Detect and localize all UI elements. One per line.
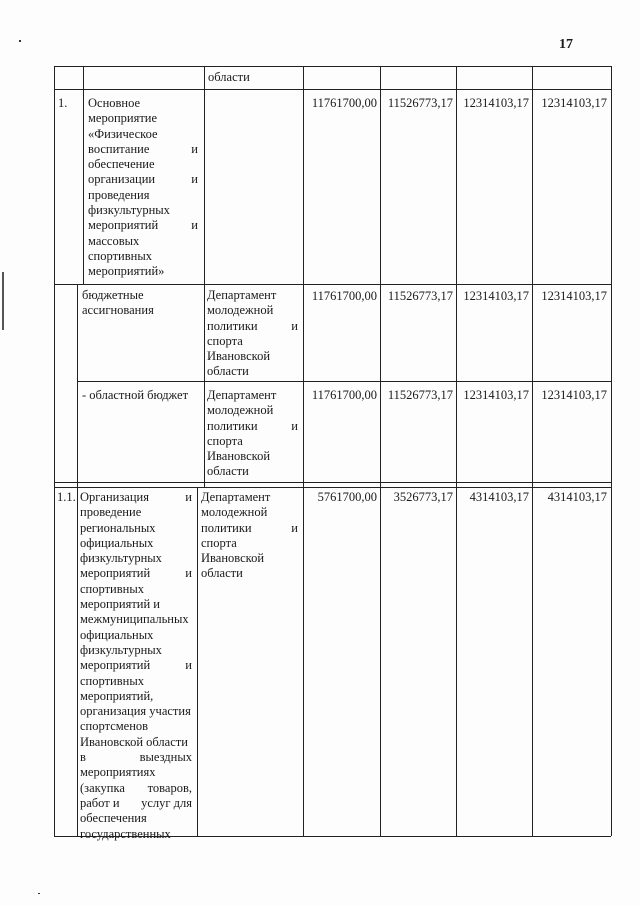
text-line: массовых (88, 233, 140, 248)
text-line: мероприятиях (80, 765, 156, 780)
value-col-4: 12314103,17 (541, 388, 607, 402)
table-rule (77, 284, 78, 836)
value-col-3: 12314103,17 (463, 96, 529, 110)
row-budget-name (82, 288, 200, 319)
text-line: (закупка товаров, (80, 780, 192, 795)
text-line: мероприятий и (80, 597, 160, 612)
page-number: 17 (559, 37, 573, 52)
text-line: обеспечение (88, 157, 155, 172)
table-rule (204, 66, 205, 487)
row-1-1-responsible (201, 490, 300, 582)
text-line: спортсменов (80, 719, 149, 734)
text-line: мероприятий и (80, 566, 192, 581)
value-col-2: 11526773,17 (387, 289, 453, 303)
text-line: Ивановской области (80, 734, 188, 749)
scan-speck (38, 893, 40, 894)
value-col-1: 11761700,00 (311, 388, 377, 402)
row-budget-responsible (207, 288, 300, 380)
value-col-4: 4314103,17 (547, 490, 607, 504)
row-regional-responsible (207, 388, 300, 480)
text-line: воспитание и (88, 141, 198, 156)
text-line: Основное (88, 96, 141, 110)
table-rule (380, 66, 381, 836)
value-col-4: 12314103,17 (541, 96, 607, 110)
text-line: политики и (207, 418, 298, 433)
text-line: области (201, 566, 243, 581)
text-line: молодежной (207, 403, 274, 418)
text-line: Ивановской (201, 551, 265, 566)
text-line: молодежной (201, 505, 268, 520)
value-col-2: 3526773,17 (393, 490, 453, 504)
text-line: политики и (201, 520, 298, 535)
text-line: межмуниципальных (80, 612, 189, 627)
row-1-number: 1. (58, 96, 68, 110)
text-line: проведение (80, 505, 142, 520)
text-line: официальных (80, 535, 154, 550)
text-line: мероприятий» (88, 264, 165, 279)
text-line: государственных (80, 826, 171, 841)
table-rule (611, 66, 612, 836)
text-line: физкультурных (80, 551, 162, 566)
text-line: мероприятие (88, 111, 158, 126)
text-line: спортивных (80, 581, 144, 596)
value-col-1: 11761700,00 (311, 289, 377, 303)
text-line: организации и (88, 172, 198, 187)
text-line: спортивных (80, 673, 144, 688)
text-line: Организация и (80, 490, 192, 504)
text-line: Ивановской (207, 449, 271, 464)
text-line: мероприятий, (80, 688, 154, 703)
row-1-name (88, 96, 200, 280)
text-line: спортивных (88, 248, 152, 263)
value-col-3: 4314103,17 (469, 490, 529, 504)
row-regional-name (82, 388, 200, 403)
text-line: Департамент (207, 388, 277, 402)
text-line: обеспечения (80, 811, 147, 826)
text-line: ассигнования (82, 303, 154, 318)
row-1-1-number: 1.1. (57, 490, 76, 504)
text-line: молодежной (207, 303, 274, 318)
scan-margin-mark (2, 272, 4, 330)
text-line: - областной бюджет (82, 388, 189, 402)
text-line: организация участия (80, 704, 191, 719)
table-rule (54, 89, 611, 90)
text-line: «Физическое (88, 126, 158, 141)
text-line: мероприятий и (80, 658, 192, 673)
table-rule (532, 66, 533, 836)
value-col-1: 11761700,00 (311, 96, 377, 110)
table-rule (77, 381, 611, 382)
table-rule (54, 482, 611, 483)
text-line: области (207, 364, 249, 379)
table-rule (54, 66, 55, 836)
value-col-4: 12314103,17 (541, 289, 607, 303)
text-line: Ивановской (207, 349, 271, 364)
table-rule (456, 66, 457, 836)
table-rule (303, 66, 304, 836)
text-line: области (207, 464, 249, 479)
table-rule (54, 66, 611, 67)
text-line: официальных (80, 627, 154, 642)
text-line: работ и услуг для (80, 795, 192, 810)
value-col-2: 11526773,17 (387, 388, 453, 402)
header-responsible-cell: области (208, 70, 250, 84)
table-rule (83, 66, 84, 284)
text-line: спорта (207, 333, 243, 348)
text-line: бюджетные (82, 288, 144, 302)
table-rule (54, 284, 611, 285)
text-line: физкультурных (88, 203, 170, 218)
text-line: региональных (80, 520, 156, 535)
text-line: мероприятий и (88, 218, 198, 233)
value-col-3: 12314103,17 (463, 289, 529, 303)
scan-speck (19, 40, 21, 42)
table-rule (54, 487, 611, 488)
row-1-1-name (80, 490, 194, 842)
text-line: в выездных (80, 750, 192, 765)
text-line: спорта (201, 535, 237, 550)
text-line: проведения (88, 187, 150, 202)
value-col-3: 12314103,17 (463, 388, 529, 402)
text-line: Департамент (207, 288, 277, 302)
value-col-1: 5761700,00 (317, 490, 377, 504)
text-line: политики и (207, 318, 298, 333)
table-rule (197, 487, 198, 836)
text-line: Департамент (201, 490, 271, 504)
value-col-2: 11526773,17 (387, 96, 453, 110)
text-line: физкультурных (80, 642, 162, 657)
text-line: спорта (207, 433, 243, 448)
